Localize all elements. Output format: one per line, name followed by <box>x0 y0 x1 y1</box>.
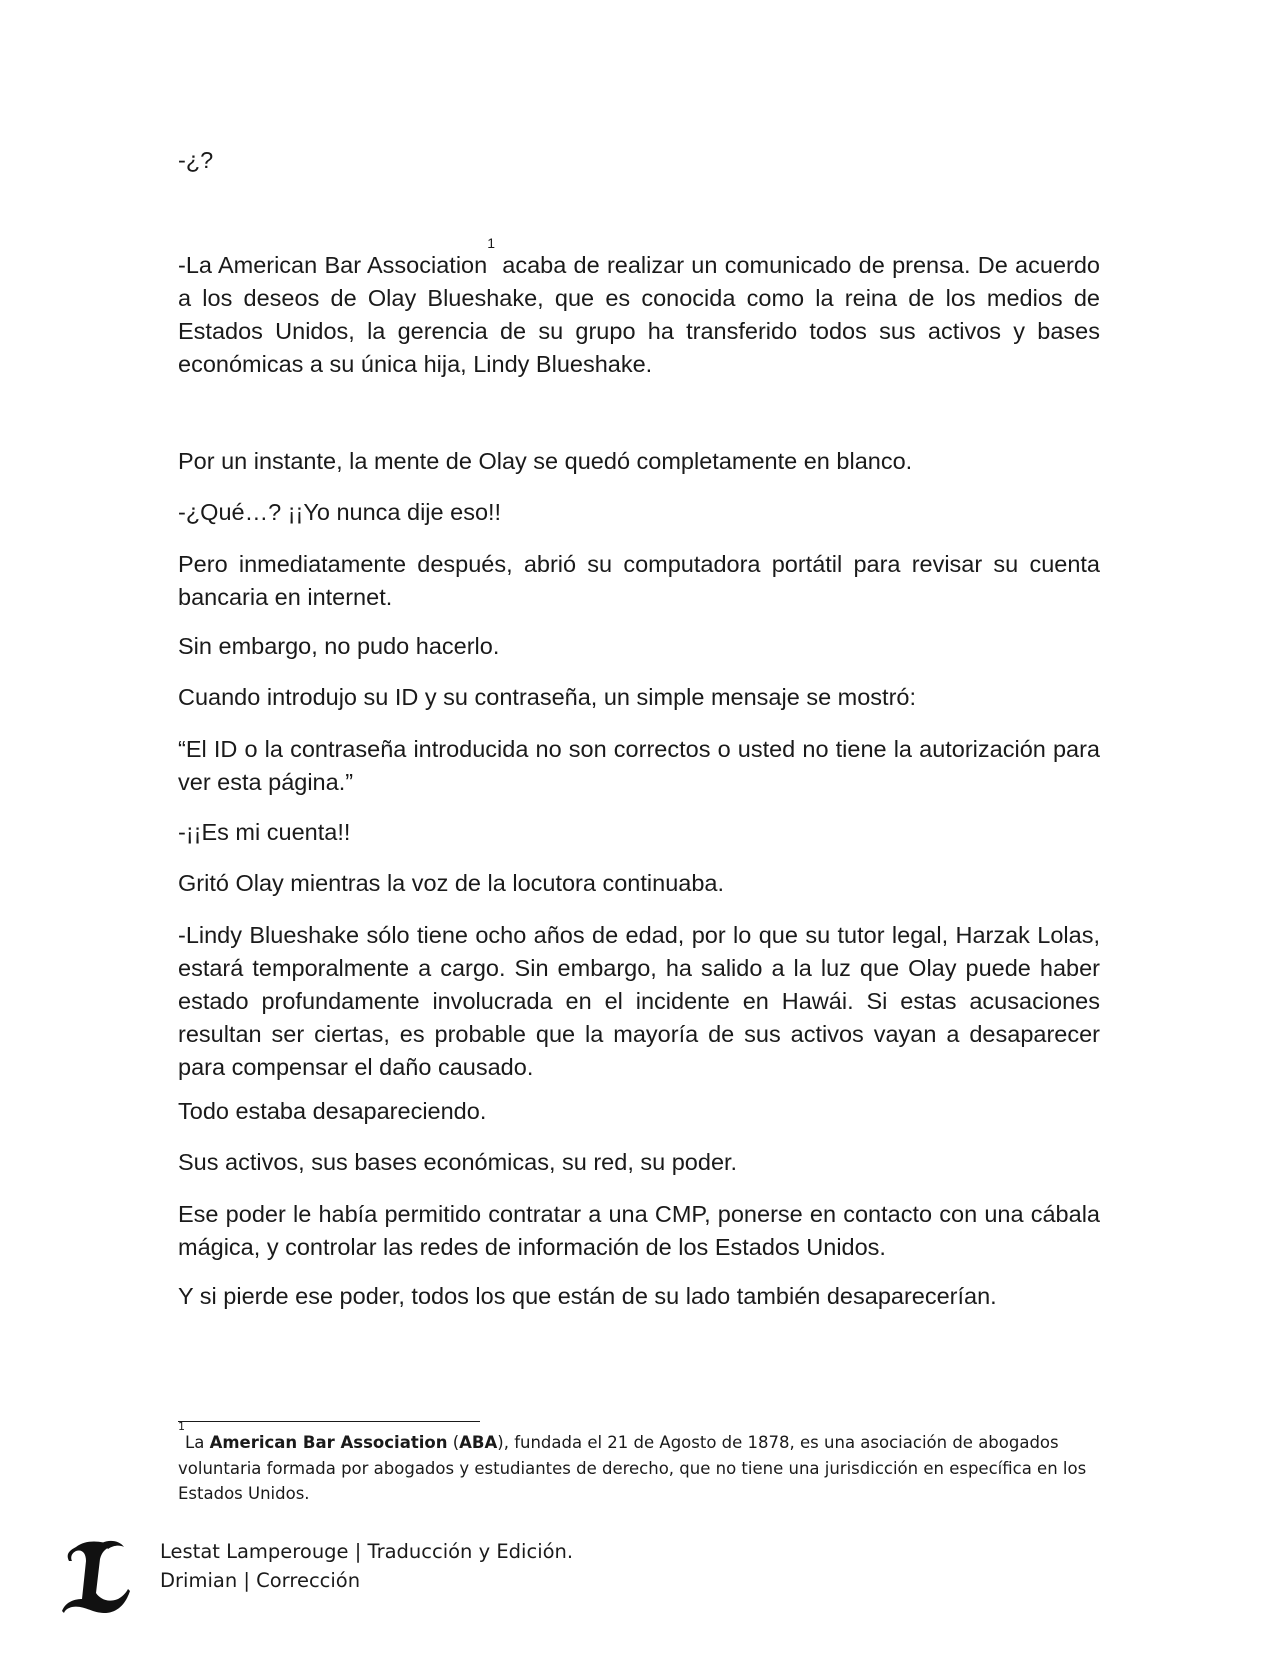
paragraph-my-account: -¡¡Es mi cuenta!! <box>178 819 351 845</box>
logo-letter: L <box>97 1597 98 1598</box>
paragraph-never-said: -¿Qué…? ¡¡Yo nunca dije eso!! <box>178 499 502 525</box>
press-release-text-start: -La American Bar Association <box>178 252 488 278</box>
credits-corrector: Drimian | Corrección <box>160 1569 361 1592</box>
footnote-abbr: ABA <box>459 1433 498 1452</box>
paragraph-error-message: “El ID o la contraseña introducida no son correctos o usted no tiene la autorización para ver esta página.” <box>178 736 1100 795</box>
footnote-lead: La <box>185 1433 210 1452</box>
footnote-separator <box>178 1421 480 1422</box>
l-logo-icon <box>62 1537 132 1617</box>
credits-translator: Lestat Lamperouge | Traducción y Edición. <box>160 1540 574 1563</box>
paragraph-assets-list: Sus activos, sus bases económicas, su red, su poder. <box>178 1149 738 1175</box>
paragraph-lindy-age: -Lindy Blueshake sólo tiene ocho años de edad, por lo que su tutor legal, Harzak Lolas, estará temporalmente a cargo. Sin embargo, ha salido a la luz que Olay puede haber estado profundamente involucrada en el incidente en Hawái. Si estas acusaciones resultan ser ciertas, es probable que la mayoría de sus activos vayan a desaparecer para compensar el daño causado. <box>178 922 1100 1080</box>
paragraph-mind-blank: Por un instante, la mente de Olay se quedó completamente en blanco. <box>178 448 913 474</box>
paragraph-lose-power: Y si pierde ese poder, todos los que están de su lado también desaparecerían. <box>178 1283 997 1309</box>
footnote <box>178 1420 1098 1507</box>
paragraph-olay-shouted: Gritó Olay mientras la voz de la locutora continuaba. <box>178 870 724 896</box>
footnote-org-name: American Bar Association <box>209 1433 448 1452</box>
paragraph-press-release <box>178 235 1100 381</box>
paragraph-entered-id: Cuando introdujo su ID y su contraseña, un simple mensaje se mostró: <box>178 684 917 710</box>
paragraph-disappearing: Todo estaba desapareciendo. <box>178 1098 487 1124</box>
paragraph-opened-laptop: Pero inmediatamente después, abrió su computadora portátil para revisar su cuenta bancaria en internet. <box>178 551 1100 610</box>
credits <box>160 1537 573 1595</box>
footnote-marker: 1 <box>178 1420 185 1433</box>
footnote-rest: ), fundada el 21 de Agosto de 1878, es una asociación de abogados voluntaria formada por abogados y estudiantes de derecho, que no tiene una jurisdicción en específica en los Estados Unidos. <box>178 1433 1087 1503</box>
press-release-text-end: acaba de realizar un comunicado de prensa. De acuerdo a los deseos de Olay Blueshake, que es conocida como la reina de los medios de Estados Unidos, la gerencia de su grupo ha transferido todos sus activos y bases económicas a su única hija, Lindy Blueshake. <box>178 252 1100 377</box>
footnote-paren-open: ( <box>447 1433 460 1452</box>
paragraph-power: Ese poder le había permitido contratar a una CMP, ponerse en contacto con una cábala mágica, y controlar las redes de información de los Estados Unidos. <box>178 1201 1100 1260</box>
paragraph-question: -¿? <box>178 147 214 173</box>
paragraph-could-not: Sin embargo, no pudo hacerlo. <box>178 633 500 659</box>
footnote-reference[interactable]: 1 <box>487 235 495 251</box>
